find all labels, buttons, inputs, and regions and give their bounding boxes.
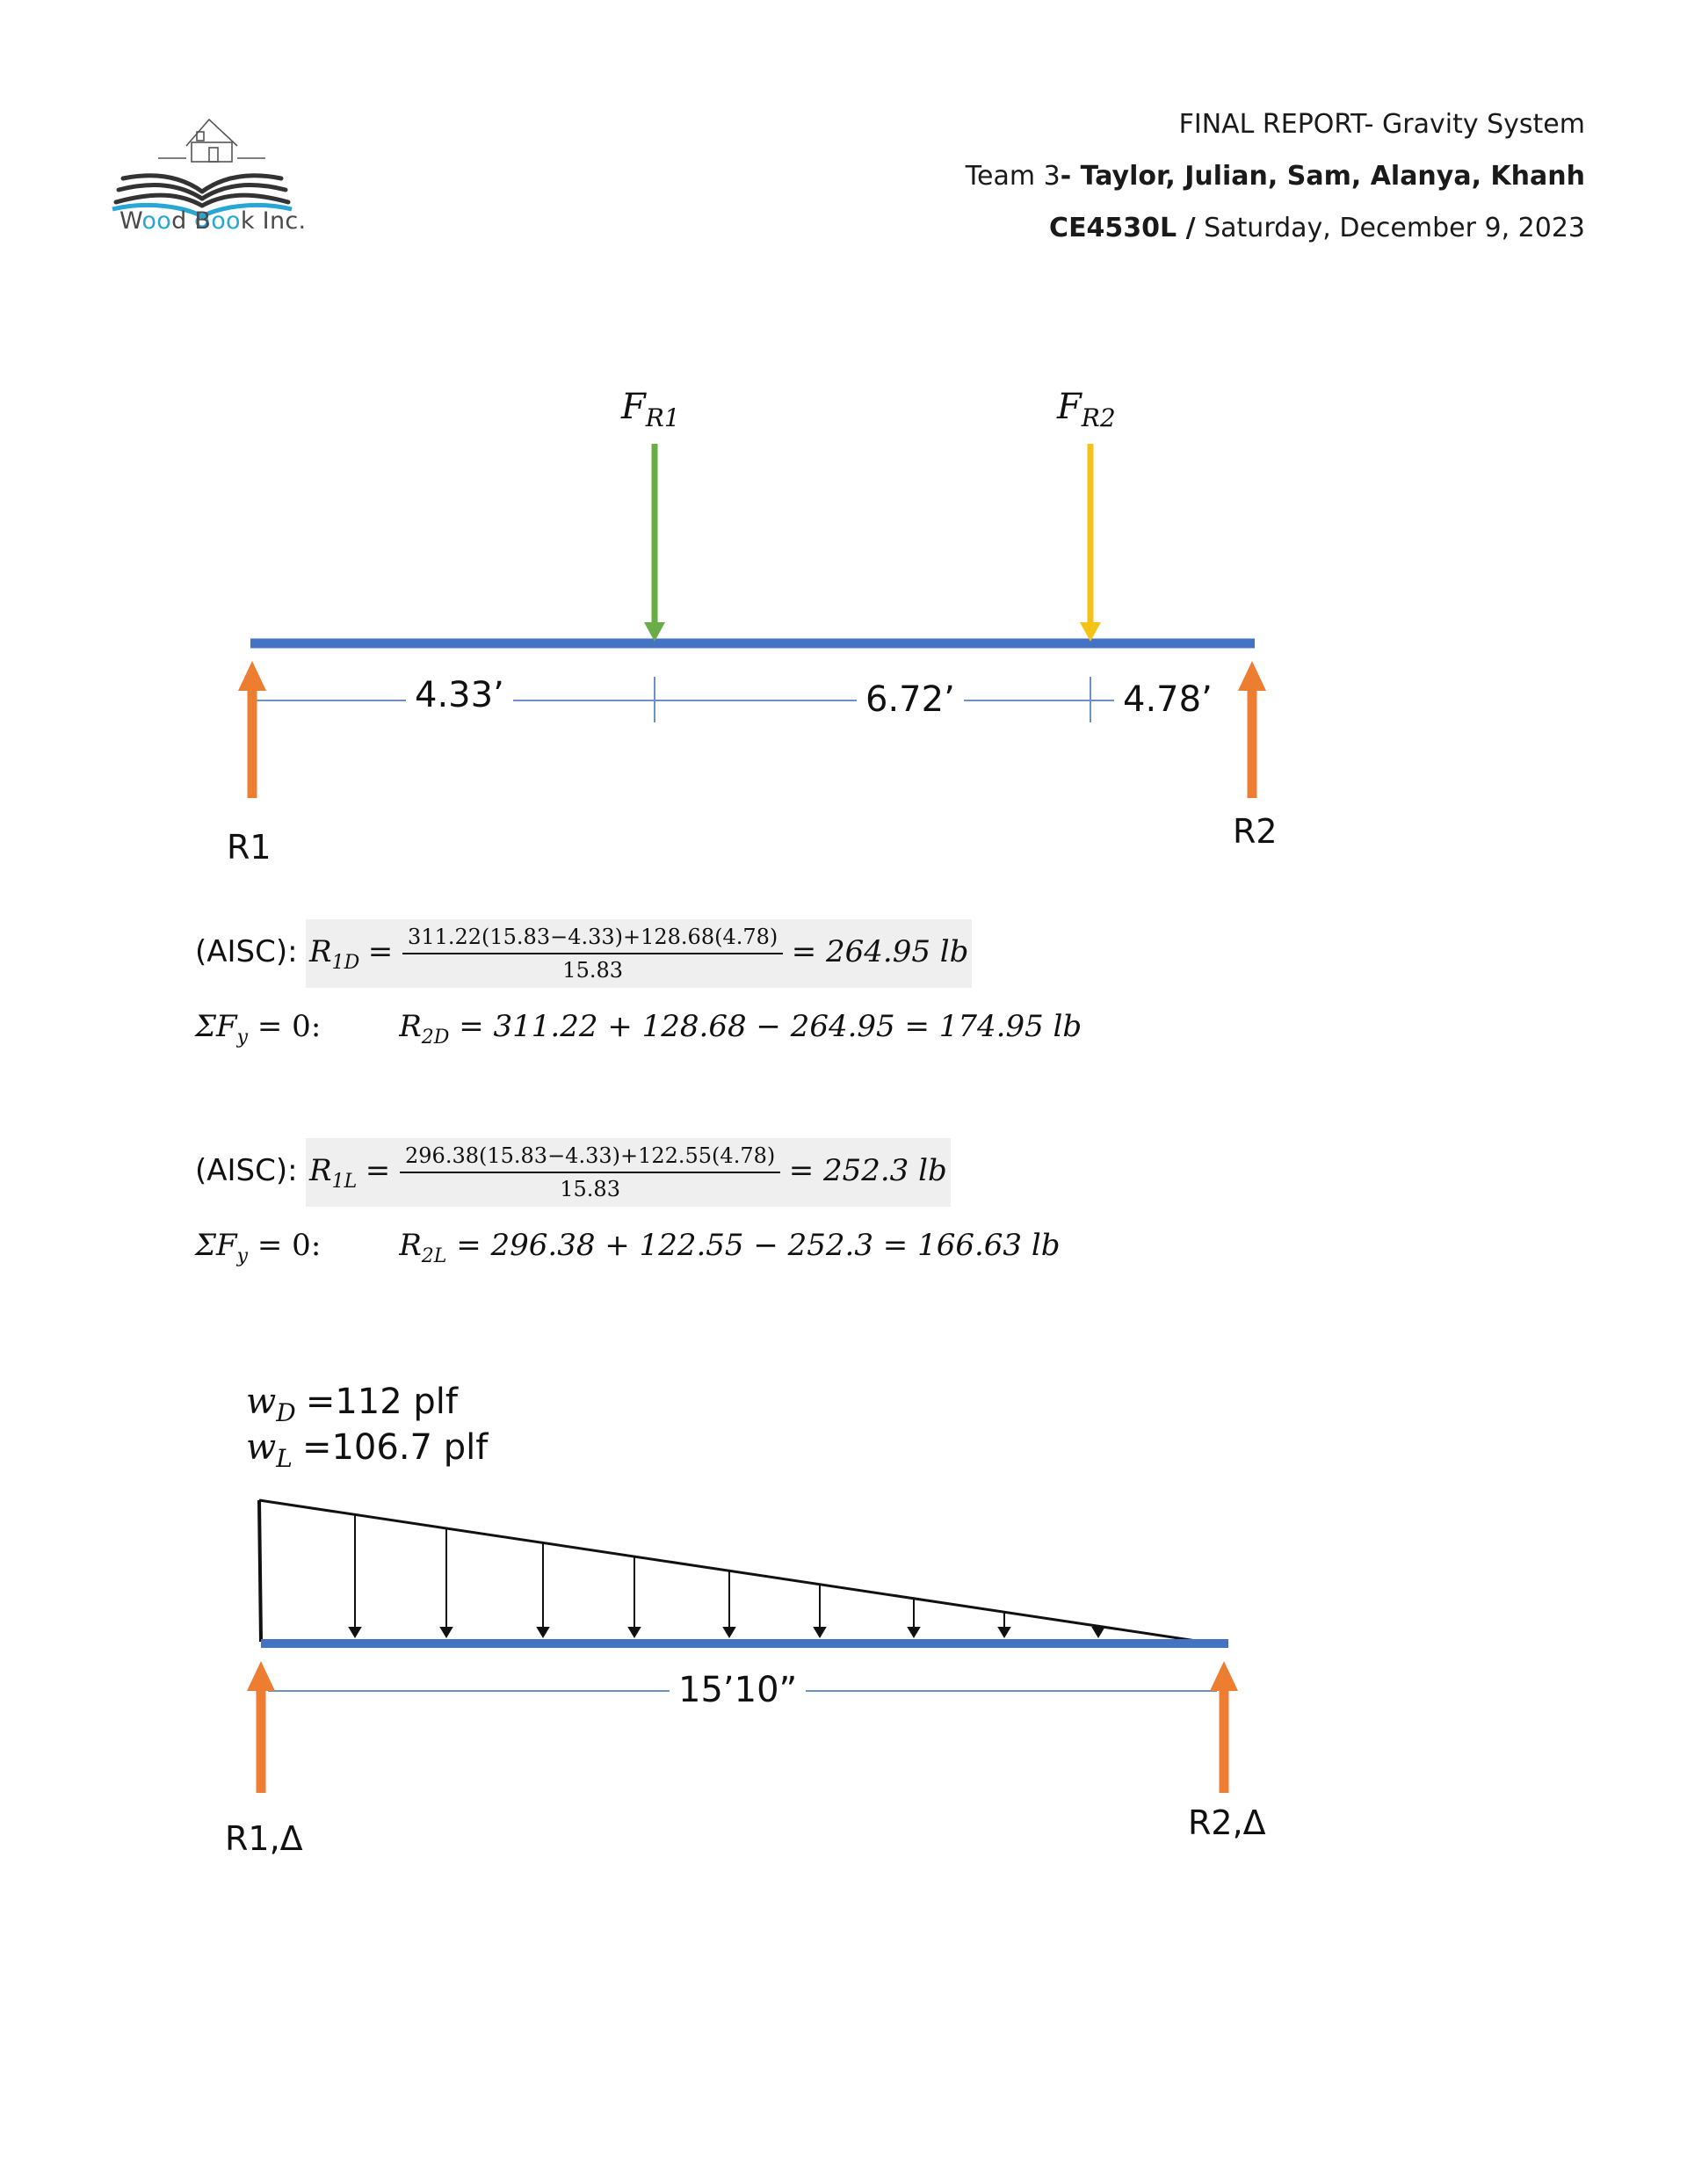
force-label-fr2: $F_{R2}$ <box>1057 387 1116 432</box>
dimension-label-1: 4.33’ <box>406 675 513 715</box>
dimension-line <box>257 677 1208 722</box>
reaction-label-r2: R2 <box>1233 812 1278 851</box>
logo-text: Wood Book Inc. <box>119 207 307 235</box>
load-arrow-head <box>538 1628 548 1636</box>
dimension-label-3: 4.78’ <box>1114 679 1221 720</box>
team-line: Team 3- Taylor, Julian, Sam, Alanya, Khanh <box>965 161 1585 192</box>
reaction-label-r1: R1 <box>227 828 272 867</box>
course-date-line: CE4530L / Saturday, December 9, 2023 <box>1049 213 1585 243</box>
load-arrow-head <box>999 1628 1010 1636</box>
reaction-label-r1-delta: R1,Δ <box>225 1819 303 1858</box>
force-arrow-fr1 <box>644 444 665 642</box>
load-arrow-head <box>350 1628 360 1636</box>
load-label-wd: $w_D =112$ plf <box>246 1382 458 1427</box>
dimension-label-2: 6.72’ <box>857 679 964 720</box>
load-arrow-head <box>724 1628 735 1636</box>
equation-r1l: (AISC): $R_{1L}$ = $\frac{296.38(15.83-4.33)+122.55(4.78)}{15.83}$ = 252.3 lb <box>195 1138 951 1207</box>
load-arrow-head <box>1093 1628 1104 1636</box>
load-arrow-head <box>909 1628 919 1636</box>
equation-r2d: $\Sigma F_y = 0$: $R_{2D} = 311.22 + 128.68 - 264.95 = 174.95$ lb <box>195 1009 1082 1048</box>
force-arrow-fr2 <box>1080 444 1101 642</box>
beam-diagram-point-loads <box>0 0 1687 967</box>
force-label-fr1: $F_{R1}$ <box>621 387 680 432</box>
load-arrow-head <box>629 1628 640 1636</box>
load-arrows <box>350 1514 1104 1636</box>
report-title: FINAL REPORT- Gravity System <box>1178 109 1585 140</box>
load-arrow-head <box>441 1628 452 1636</box>
reaction-label-r2-delta: R2,Δ <box>1188 1803 1266 1842</box>
reaction-arrow-r1 <box>238 661 266 798</box>
reaction-arrow-r1-delta <box>247 1661 275 1793</box>
triangular-load <box>259 1500 1202 1642</box>
reaction-arrow-r2-delta <box>1210 1661 1238 1793</box>
equation-r2l: $\Sigma F_y = 0$: $R_{2L} = 296.38 + 122.55 - 252.3 = 166.63$ lb <box>195 1228 1061 1267</box>
reaction-arrow-r2 <box>1238 661 1266 798</box>
load-label-wl: $w_L =106.7$ plf <box>246 1427 489 1473</box>
span-label: 15’10” <box>670 1670 806 1710</box>
load-arrow-head <box>815 1628 825 1636</box>
equation-r1d: (AISC): $R_{1D}$ = $\frac{311.22(15.83-4.33)+128.68(4.78)}{15.83}$ = 264.95 lb <box>195 919 972 988</box>
